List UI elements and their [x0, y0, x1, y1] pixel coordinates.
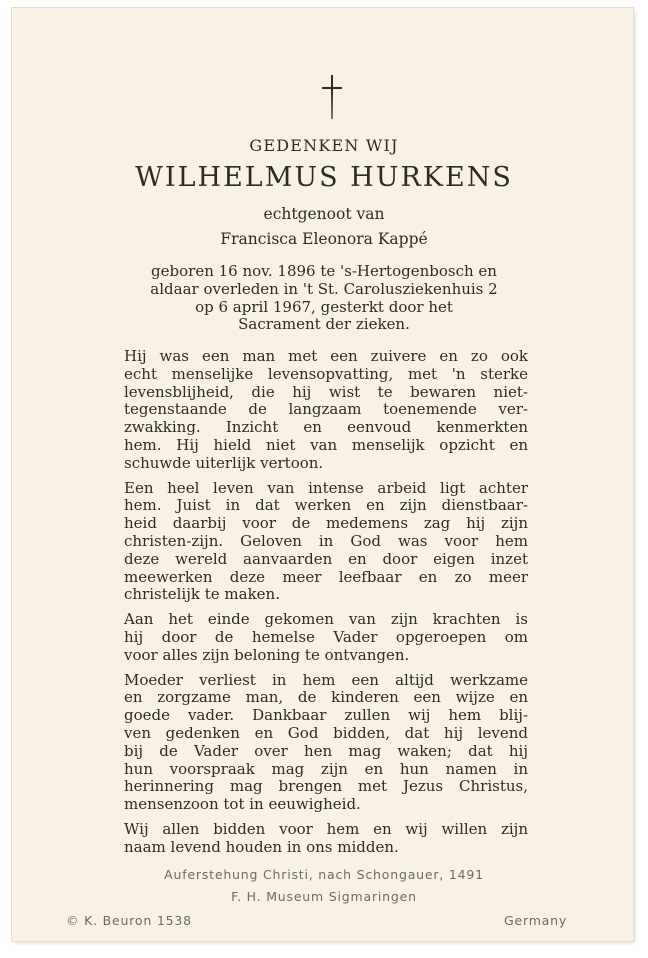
memorial-text: [124, 348, 528, 864]
memorial-paragraph: [124, 821, 528, 857]
text-line: bij de Vader over hen mag waken; dat hij: [124, 741, 528, 760]
text-line: en zorgzame man, de kinderen een wijze en: [124, 688, 528, 707]
text-line: Hij was een man met een zuivere en zo ook: [124, 347, 528, 365]
birth-death-block: [0, 263, 648, 334]
heading-intro: GEDENKEN WIJ: [249, 136, 399, 155]
memorial-paragraph: [124, 480, 528, 605]
copyright-text: © K. Beuron 1538: [66, 913, 192, 928]
text-line: ven gedenken en God bidden, dat hij levend: [124, 723, 528, 742]
text-line: schuwde uiterlijk vertoon.: [124, 453, 324, 472]
deceased-name: WILHELMUS HURKENS: [135, 162, 513, 193]
text-line: meewerken deze meer leefbaar en zo meer: [124, 567, 528, 586]
spouse-name: Francisca Eleonora Kappé: [220, 230, 428, 248]
text-line: Moeder verliest in hem een altijd werkzame: [124, 670, 528, 689]
text-line: hem. Juist in dat werken en zijn dienstbaar-: [124, 496, 528, 515]
latin-cross-icon: [320, 74, 344, 120]
text-line: Een heel leven van intense arbeid ligt achter: [124, 478, 528, 497]
birth-line: aldaar overleden in 't St. Carolusziekenhuis 2: [150, 279, 498, 298]
text-line: hij door de hemelse Vader opgeroepen om: [124, 627, 528, 646]
birth-line: op 6 april 1967, gesterkt door het: [195, 297, 453, 316]
text-line: hun voorspraak mag zijn en hun namen in: [124, 759, 528, 778]
memorial-paragraph: [124, 672, 528, 814]
country-text: Germany: [504, 913, 568, 928]
text-line: hem. Hij hield niet van menselijk opzicht en: [124, 435, 528, 454]
birth-line: Sacrament der zieken.: [238, 315, 410, 334]
artwork-credit: Auferstehung Christi, nach Schongauer, 1491: [164, 867, 484, 882]
text-line: heid daarbij voor de medemens zag hij zijn: [124, 514, 528, 533]
memorial-paragraph: [124, 348, 528, 473]
museum-credit: F. H. Museum Sigmaringen: [231, 889, 417, 904]
text-line: naam levend houden in ons midden.: [124, 837, 399, 856]
text-line: zwakking. Inzicht en eenvoud kenmerkten: [124, 418, 528, 437]
text-line: levensblijheid, die hij wist te bewaren niet-: [124, 382, 528, 401]
text-line: mensenzoon tot in eeuwigheid.: [124, 795, 361, 814]
text-line: christen-zijn. Geloven in God was voor hem: [124, 531, 528, 550]
text-line: Wij allen bidden voor hem en wij willen zijn: [124, 819, 528, 838]
spouse-label: echtgenoot van: [263, 205, 385, 223]
birth-line: geboren 16 nov. 1896 te 's-Hertogenbosch en: [151, 262, 497, 280]
text-line: voor alles zijn beloning te ontvangen.: [124, 645, 410, 664]
text-line: goede vader. Dankbaar zullen wij hem blij-: [124, 706, 528, 725]
memorial-paragraph: [124, 611, 528, 664]
text-line: Aan het einde gekomen van zijn krachten is: [124, 610, 528, 629]
text-line: christelijk te maken.: [124, 585, 280, 604]
text-line: tegenstaande de langzaam toenemende ver-: [124, 400, 528, 419]
text-line: echt menselijke levensopvatting, met 'n sterke: [124, 364, 528, 383]
text-line: deze wereld aanvaarden en door eigen inzet: [124, 549, 528, 568]
text-line: herinnering mag brengen met Jezus Christus,: [124, 777, 528, 796]
